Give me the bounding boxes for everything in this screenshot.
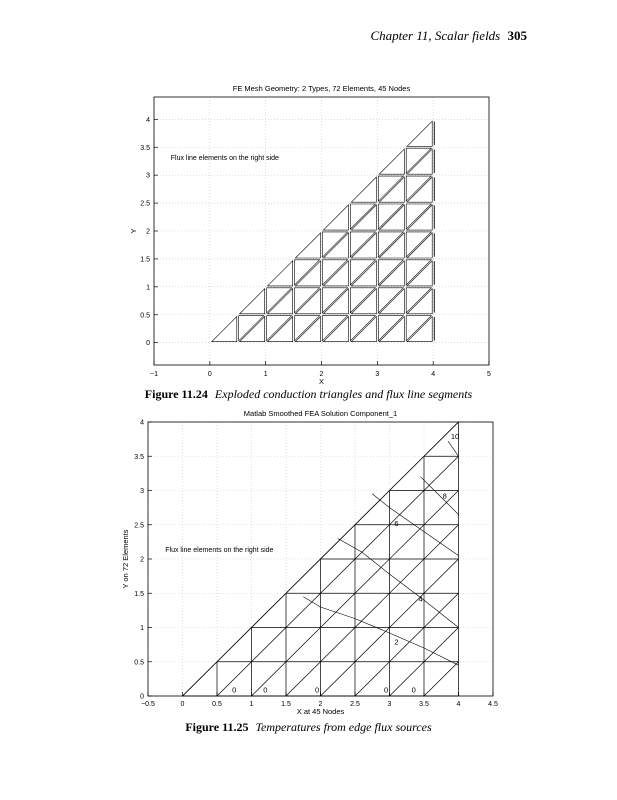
contour-label: 0 — [383, 685, 389, 695]
y-tick-label: 0.5 — [134, 659, 144, 667]
y-tick-label: 2.5 — [134, 522, 144, 530]
y-tick-label: 1 — [146, 284, 150, 292]
y-tick-label: 0 — [146, 340, 150, 348]
figure-label: Figure 11.25 — [185, 720, 249, 734]
mesh-edge — [355, 593, 459, 696]
x-tick-label: 3 — [375, 371, 380, 378]
x-tick-label: 1 — [249, 701, 254, 708]
x-tick-label: 3 — [387, 701, 392, 708]
figure-caption-text: Temperatures from edge flux sources — [255, 720, 432, 734]
chapter-title: Chapter 11, Scalar fields — [370, 28, 501, 43]
y-tick-label: 3 — [146, 172, 150, 180]
contour-label: 4 — [418, 594, 423, 604]
y-tick-label: 3 — [140, 488, 144, 495]
y-axis-label: Y — [129, 228, 138, 234]
x-tick-label: −0.5 — [141, 701, 155, 708]
y-tick-label: 1 — [140, 625, 144, 632]
contour-label: 6 — [394, 519, 399, 529]
y-tick-label: 2 — [140, 556, 144, 564]
contour-label: 2 — [394, 637, 399, 647]
x-tick-label: 0 — [180, 701, 185, 708]
mesh-edge — [217, 456, 459, 696]
y-axis-label: Y on 72 Elements — [121, 529, 130, 589]
contour-label: 0 — [232, 685, 237, 695]
contour-label: 0 — [263, 685, 268, 695]
x-axis-label: X — [318, 377, 325, 386]
y-tick-label: 3.5 — [134, 453, 144, 461]
x-tick-label: 2.5 — [350, 701, 360, 708]
mesh-edge — [424, 662, 459, 696]
x-tick-label: 1 — [263, 371, 268, 378]
y-tick-label: 0.5 — [140, 312, 150, 320]
plot-annotation: Flux line elements on the right side — [165, 547, 274, 555]
contour-line — [448, 441, 458, 456]
x-axis-label: X at 45 Nodes — [296, 707, 345, 716]
x-tick-label: 5 — [487, 371, 491, 378]
x-tick-label: 3.5 — [419, 701, 429, 708]
contour-line — [338, 539, 459, 628]
x-tick-label: 4 — [431, 371, 436, 378]
figure-11-25-caption — [0, 720, 617, 735]
y-tick-label: 3.5 — [140, 144, 150, 152]
contour-label: 8 — [442, 491, 447, 501]
y-tick-label: 1.5 — [134, 590, 144, 598]
chart-title: FE Mesh Geometry: 2 Types, 72 Elements, 45 Nodes — [232, 84, 411, 93]
y-tick-label: 4 — [146, 116, 150, 124]
mesh-edge — [286, 525, 459, 696]
x-tick-label: 2 — [319, 371, 324, 378]
y-tick-label: 4 — [140, 419, 144, 427]
y-tick-label: 1.5 — [140, 256, 150, 264]
contour-line — [303, 597, 458, 666]
figure-caption-text: Exploded conduction triangles and flux line segments — [214, 387, 473, 401]
y-tick-label: 2.5 — [140, 200, 150, 208]
x-tick-label: 0.5 — [212, 701, 222, 708]
figure-label: Figure 11.24 — [144, 387, 208, 401]
x-tick-label: 2 — [318, 701, 323, 708]
contour-label: 10 — [450, 432, 460, 442]
x-tick-label: 1.5 — [281, 701, 291, 708]
x-tick-label: 4 — [456, 701, 461, 708]
x-tick-label: −1 — [150, 371, 158, 378]
x-tick-label: 0 — [207, 371, 212, 378]
contour-label: 0 — [411, 685, 416, 695]
y-tick-label: 2 — [146, 228, 150, 236]
contour-label: 0 — [314, 685, 320, 695]
y-tick-label: 0 — [140, 693, 144, 701]
plot-annotation: Flux line elements on the right side — [170, 155, 279, 163]
page-number: 305 — [507, 28, 527, 43]
chart-title: Matlab Smoothed FEA Solution Component_1 — [243, 409, 398, 418]
x-tick-label: 4.5 — [488, 701, 498, 708]
